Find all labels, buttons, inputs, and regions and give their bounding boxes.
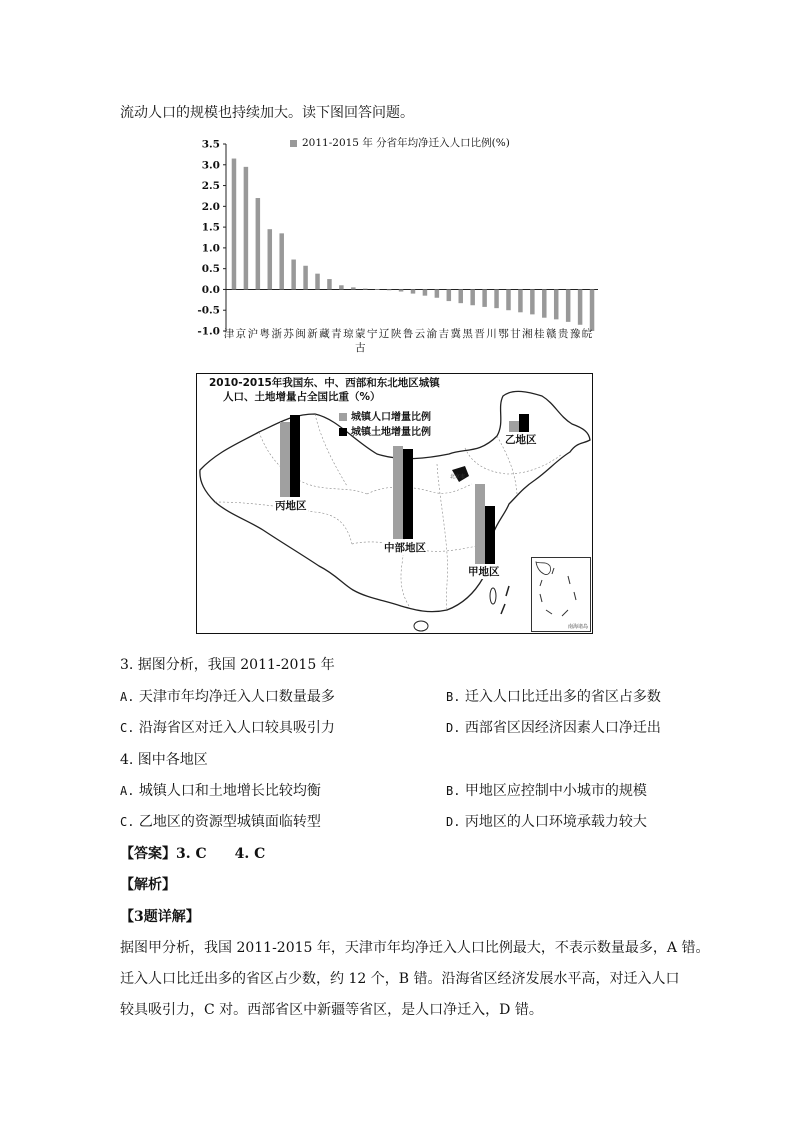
q3-option-b-letter: B. (446, 690, 461, 704)
map-title-line1: 2010-2015年我国东、中、西部和东北地区城镇 (209, 377, 440, 389)
legend-land-label: 城镇土地增量比例 (351, 427, 431, 438)
category-label: 蒙 (355, 328, 366, 340)
category-label: 豫 (569, 328, 581, 340)
bar (291, 260, 296, 290)
bar (411, 289, 416, 293)
q4-option-c-letter: C. (120, 815, 135, 829)
legend-pop (339, 408, 431, 423)
explanation-line-2: 迁入人口比迁出多的省区占少数，约 12 个，B 错。沿海省区经济发展水平高，对迁入人口 (120, 971, 680, 987)
category-label: 浙 (271, 328, 282, 340)
q3-option-c-text: 沿海省区对迁入人口较具吸引力 (138, 720, 335, 736)
y-tick-label: 0.5 (201, 263, 220, 276)
category-label: 晋 (474, 328, 485, 340)
category-label: 皖 (581, 328, 593, 340)
category-label: 桂 (534, 328, 545, 340)
bar (542, 289, 547, 317)
beijing-label: 北京市 (450, 474, 466, 480)
explanation-line-3: 较具吸引力，C 对。西部省区中新疆等省区，是人口净迁入，D 错。 (120, 1002, 543, 1018)
q3-option-a-letter: A. (120, 690, 135, 704)
y-tick-label: 3.0 (201, 159, 220, 172)
bar (470, 289, 475, 305)
q3-option-d-text: 西部省区因经济因素人口净迁出 (464, 720, 661, 736)
bar (315, 274, 320, 290)
bar (518, 289, 523, 312)
q3-option-d-letter: D. (446, 721, 461, 735)
region-label-bing: 丙地区 (275, 500, 307, 512)
south-china-sea-inset (531, 557, 591, 632)
legend-label: 2011-2015 年 分省年均净迁入人口比例(%) (302, 137, 510, 149)
category-label: 赣 (545, 328, 557, 340)
q4-option-b-letter: B. (446, 784, 461, 798)
y-tick-label: 0.0 (201, 283, 220, 296)
q4-option-d-text: 丙地区的人口环境承载力较大 (464, 814, 647, 830)
category-label: 吉 (438, 328, 450, 340)
q4-option-c-text: 乙地区的资源型城镇面临转型 (138, 814, 321, 830)
bar (375, 289, 380, 290)
region-jia-pop-bar (475, 484, 485, 564)
q4-option-a-text: 城镇人口和土地增长比较均衡 (138, 783, 321, 799)
y-tick-label: 2.0 (201, 200, 220, 213)
region-bing-pop-bar (280, 422, 290, 497)
region-jia-land-bar (485, 506, 495, 564)
answer-line: 【答案】3. C 4. C (120, 846, 266, 862)
category-label: 宁 (366, 328, 378, 340)
bar (363, 289, 368, 290)
category-label-extra: 古 (355, 342, 366, 354)
bar (339, 285, 344, 289)
bar (530, 289, 535, 314)
category-label: 粤 (259, 328, 271, 340)
map-title-line2: 人口、土地增量占全国比重（%） (223, 391, 381, 403)
category-label: 渝 (426, 328, 438, 340)
q4-stem: 4. 图中各地区 (120, 752, 208, 768)
category-label: 青 (331, 328, 342, 340)
q4-option-b (446, 780, 647, 800)
bar (268, 229, 273, 289)
bar (494, 289, 499, 308)
region-central-pop-bar (393, 446, 403, 539)
region-yi-land-bar (519, 414, 529, 432)
y-tick-label: -1.0 (197, 325, 220, 338)
category-label: 甘 (510, 328, 521, 340)
q4-option-d-letter: D. (446, 815, 461, 829)
legend-swatch (290, 140, 297, 147)
q4-option-a-letter: A. (120, 784, 135, 798)
region-bing-land-bar (290, 415, 300, 497)
category-label: 贵 (557, 328, 569, 340)
q3-option-c-letter: C. (120, 721, 135, 735)
y-tick-label: 2.5 (201, 180, 220, 193)
bar (303, 266, 308, 290)
category-label: 陕 (390, 328, 402, 340)
category-label: 琼 (343, 328, 354, 340)
q3-option-a (120, 686, 335, 706)
q4-option-c (120, 811, 321, 831)
bar (327, 279, 332, 289)
intro-text: 流动人口的规模也持续加大。读下图回答问题。 (120, 105, 414, 121)
legend-pop-label: 城镇人口增量比例 (351, 412, 431, 423)
urbanization-map (196, 373, 593, 634)
q3-option-d (446, 717, 661, 737)
analysis-heading: 【解析】 (120, 877, 176, 893)
category-label: 冀 (450, 328, 461, 340)
bar (447, 289, 452, 301)
y-tick-label: 1.0 (201, 242, 220, 255)
category-label: 鲁 (402, 328, 414, 340)
legend-land-swatch (339, 428, 347, 436)
bar (244, 167, 249, 290)
bar (590, 289, 595, 331)
category-label: 川 (486, 328, 497, 340)
category-label: 津 (223, 328, 235, 340)
category-label: 黑 (462, 328, 473, 340)
q3-option-b (446, 686, 661, 706)
bar (399, 289, 404, 291)
inset-map (532, 558, 590, 631)
inset-label: 南海诸岛 (567, 624, 588, 630)
category-label: 鄂 (498, 328, 509, 340)
legend-pop-swatch (339, 413, 347, 421)
q4-option-b-text: 甲地区应控制中小城市的规模 (464, 783, 647, 799)
region-yi-pop-bar (509, 421, 519, 432)
category-label: 云 (414, 328, 426, 340)
bar (279, 233, 284, 289)
bar (458, 289, 463, 303)
category-label: 京 (235, 328, 247, 340)
category-label: 新 (307, 328, 318, 340)
category-label: 辽 (378, 328, 390, 340)
bar (554, 289, 559, 319)
category-label: 苏 (283, 328, 294, 340)
category-label: 沪 (247, 328, 259, 340)
map-title (209, 376, 440, 404)
bar (578, 289, 583, 324)
category-label: 湘 (522, 328, 533, 340)
q3-option-c (120, 717, 335, 737)
bar (423, 289, 428, 295)
bar (435, 289, 440, 297)
bar (387, 289, 392, 290)
q3-stem: 3. 据图分析，我国 2011-2015 年 (120, 657, 335, 673)
bar (566, 289, 571, 321)
explanation-line-1: 据图甲分析，我国 2011-2015 年，天津市年均净迁入人口比例最大，不表示数量最多，A 错。 (120, 940, 710, 956)
region-label-yi: 乙地区 (505, 434, 537, 446)
bar (232, 159, 237, 290)
bar (351, 287, 356, 289)
bar (482, 289, 487, 306)
q3-option-b-text: 迁入人口比迁出多的省区占多数 (464, 689, 661, 705)
q3-option-a-text: 天津市年均净迁入人口数量最多 (138, 689, 335, 705)
y-tick-label: 3.5 (201, 138, 220, 151)
region-label-central: 中部地区 (384, 542, 426, 554)
category-label: 藏 (319, 328, 330, 340)
bar (506, 289, 511, 310)
q4-option-a (120, 780, 321, 800)
region-label-jia: 甲地区 (468, 566, 500, 578)
y-tick-label: 1.5 (201, 221, 220, 234)
q4-option-d (446, 811, 647, 831)
q3-detail-heading: 【3题详解】 (120, 909, 200, 925)
y-tick-label: -0.5 (197, 304, 220, 317)
region-central-land-bar (403, 449, 413, 539)
bar (256, 198, 261, 289)
net-migration-bar-chart (196, 128, 616, 358)
legend-land (339, 423, 431, 438)
category-label: 闽 (295, 328, 306, 340)
